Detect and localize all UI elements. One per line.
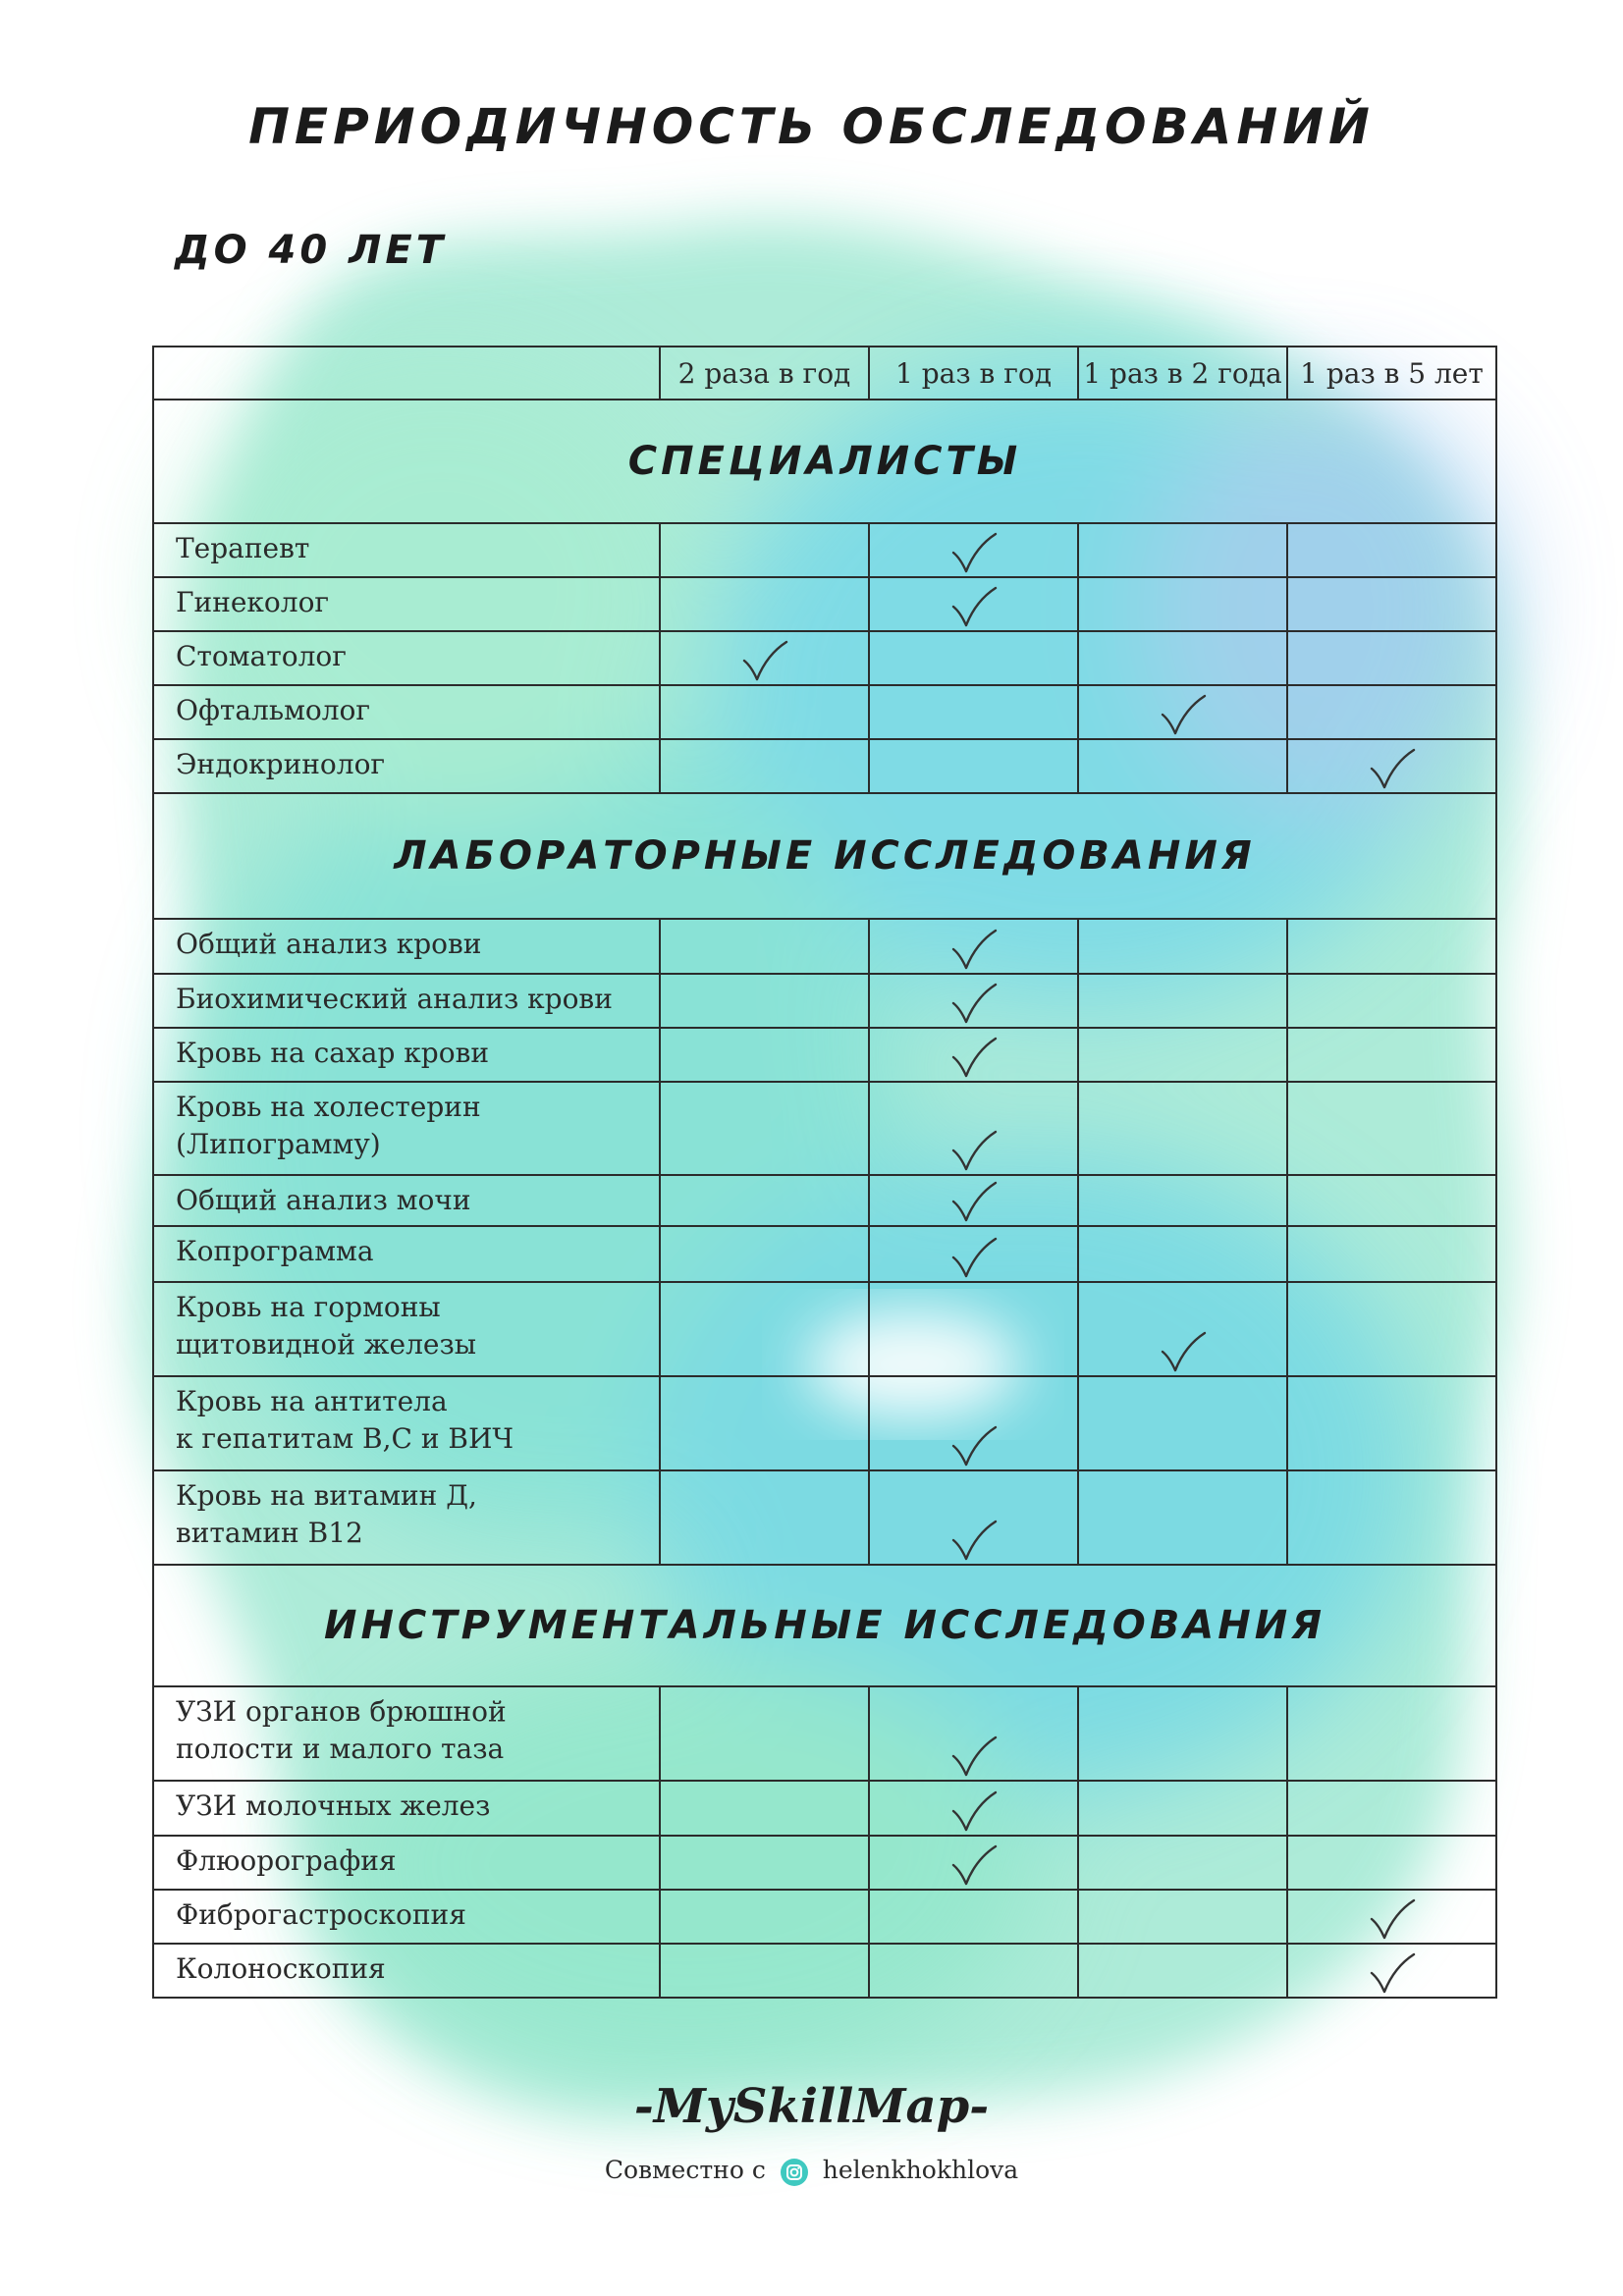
section-title: ЛАБОРАТОРНЫЕ ИССЛЕДОВАНИЯ: [153, 793, 1496, 919]
myskillmap-logo: -MySkillMap-: [633, 2079, 990, 2134]
section-header-row: [153, 400, 1496, 523]
frequency-cell-twice-a-year: [660, 1028, 869, 1082]
check-mark-icon: [950, 1236, 998, 1279]
table-row: [153, 685, 1496, 739]
column-header-once-a-year: 1 раз в год: [869, 347, 1078, 400]
exam-name: Биохимический анализ крови: [176, 983, 613, 1016]
exam-name-cell: [153, 919, 660, 974]
exam-name: Флюорография: [176, 1843, 397, 1877]
frequency-cell-once-in-5-years: [1287, 974, 1496, 1028]
frequency-cell-once-a-year: [869, 1082, 1078, 1175]
frequency-cell-twice-a-year: [660, 974, 869, 1028]
footer-credit: [0, 2156, 1623, 2187]
frequency-cell-twice-a-year: [660, 523, 869, 577]
section-header-row: [153, 1565, 1496, 1686]
age-group-label: ДО 40 ЛЕТ: [175, 228, 447, 273]
frequency-cell-once-a-year: [869, 974, 1078, 1028]
exam-name-cell: [153, 1082, 660, 1175]
frequency-cell-twice-a-year: [660, 631, 869, 685]
table-row: [153, 577, 1496, 631]
frequency-cell-twice-a-year: [660, 1082, 869, 1175]
frequency-cell-once-a-year: [869, 739, 1078, 793]
exam-name-cell: [153, 739, 660, 793]
check-mark-icon: [950, 1519, 998, 1562]
exam-name-cell: [153, 1686, 660, 1781]
exam-name-cell: [153, 1944, 660, 1998]
frequency-cell-once-in-2-years: [1078, 1028, 1287, 1082]
check-mark-icon: [950, 928, 998, 971]
table-row: [153, 1470, 1496, 1565]
frequency-cell-twice-a-year: [660, 1944, 869, 1998]
check-mark-icon: [950, 1424, 998, 1468]
frequency-cell-once-a-year: [869, 1836, 1078, 1890]
exam-name: Терапевт: [176, 532, 310, 565]
header-empty-cell: [153, 347, 660, 400]
exam-name-cell: [153, 577, 660, 631]
exam-name-cell: [153, 523, 660, 577]
table-row: [153, 919, 1496, 974]
check-mark-icon: [950, 1735, 998, 1778]
exam-name: УЗИ молочных желез: [176, 1789, 491, 1822]
frequency-cell-twice-a-year: [660, 1470, 869, 1565]
frequency-cell-once-in-2-years: [1078, 1175, 1287, 1226]
check-mark-icon: [1160, 693, 1207, 736]
table-row: [153, 1376, 1496, 1470]
check-mark-icon: [950, 982, 998, 1025]
table-row: [153, 1890, 1496, 1944]
exam-name-cell: [153, 1890, 660, 1944]
check-mark-icon: [950, 531, 998, 574]
frequency-cell-once-in-5-years: [1287, 1175, 1496, 1226]
exam-name: Общий анализ мочи: [176, 1184, 471, 1217]
exam-name: Колоноскопия: [176, 1951, 386, 1985]
frequency-cell-once-in-2-years: [1078, 631, 1287, 685]
frequency-cell-once-in-2-years: [1078, 1226, 1287, 1281]
exam-name-cell: [153, 685, 660, 739]
frequency-cell-once-in-2-years: [1078, 1470, 1287, 1565]
exam-name: Эндокринолог: [176, 748, 386, 781]
exam-name: Копрограмма: [176, 1235, 374, 1268]
exam-name: Кровь на холестерин (Липограмму): [176, 1091, 481, 1161]
frequency-cell-once-in-2-years: [1078, 1836, 1287, 1890]
frequency-cell-once-in-5-years: [1287, 577, 1496, 631]
frequency-cell-once-in-5-years: [1287, 631, 1496, 685]
frequency-cell-once-in-2-years: [1078, 1890, 1287, 1944]
page-title: ПЕРИОДИЧНОСТЬ ОБСЛЕДОВАНИЙ: [248, 98, 1375, 155]
frequency-cell-once-in-2-years: [1078, 577, 1287, 631]
check-mark-icon: [950, 585, 998, 628]
frequency-cell-once-in-2-years: [1078, 974, 1287, 1028]
frequency-cell-once-in-2-years: [1078, 523, 1287, 577]
frequency-cell-twice-a-year: [660, 1836, 869, 1890]
frequency-cell-twice-a-year: [660, 1282, 869, 1376]
exam-name: Офтальмолог: [176, 694, 371, 727]
exam-name: Стоматолог: [176, 640, 347, 673]
frequency-cell-once-a-year: [869, 577, 1078, 631]
section-title: СПЕЦИАЛИСТЫ: [153, 400, 1496, 523]
check-mark-icon: [1369, 1897, 1416, 1941]
table-row: [153, 1226, 1496, 1281]
frequency-cell-twice-a-year: [660, 685, 869, 739]
frequency-cell-once-in-5-years: [1287, 1028, 1496, 1082]
frequency-cell-once-in-2-years: [1078, 1376, 1287, 1470]
frequency-cell-once-in-5-years: [1287, 1082, 1496, 1175]
frequency-cell-once-in-5-years: [1287, 1376, 1496, 1470]
frequency-cell-once-in-2-years: [1078, 919, 1287, 974]
exam-name-cell: [153, 1175, 660, 1226]
instagram-icon: [780, 2158, 809, 2187]
frequency-cell-once-a-year: [869, 1944, 1078, 1998]
exam-name-cell: [153, 1226, 660, 1281]
credit-prefix: Совместно с: [604, 2156, 766, 2184]
exam-name-cell: [153, 974, 660, 1028]
frequency-cell-once-in-2-years: [1078, 739, 1287, 793]
instagram-handle[interactable]: helenkhokhlova: [822, 2156, 1019, 2184]
exam-name: Кровь на витамин Д, витамин В12: [176, 1478, 477, 1549]
frequency-cell-twice-a-year: [660, 1781, 869, 1836]
frequency-cell-once-a-year: [869, 1028, 1078, 1082]
header-row: [153, 347, 1496, 400]
frequency-cell-once-in-5-years: [1287, 1890, 1496, 1944]
exam-name-cell: [153, 1836, 660, 1890]
frequency-cell-once-in-2-years: [1078, 1686, 1287, 1781]
check-mark-icon: [1160, 1330, 1207, 1373]
frequency-cell-once-in-5-years: [1287, 523, 1496, 577]
frequency-cell-once-in-5-years: [1287, 1686, 1496, 1781]
frequency-cell-once-a-year: [869, 1376, 1078, 1470]
frequency-cell-once-in-5-years: [1287, 1781, 1496, 1836]
exam-name: Кровь на антитела к гепатитам В,С и ВИЧ: [176, 1384, 514, 1455]
frequency-cell-once-in-5-years: [1287, 739, 1496, 793]
frequency-cell-once-a-year: [869, 1686, 1078, 1781]
check-mark-icon: [950, 1843, 998, 1887]
frequency-cell-once-a-year: [869, 919, 1078, 974]
table-row: [153, 974, 1496, 1028]
frequency-cell-once-a-year: [869, 631, 1078, 685]
frequency-cell-once-in-2-years: [1078, 685, 1287, 739]
exam-name-cell: [153, 1376, 660, 1470]
exam-name: Общий анализ крови: [176, 928, 482, 961]
exam-name: УЗИ органов брюшной полости и малого таза: [176, 1694, 507, 1765]
frequency-cell-once-a-year: [869, 1226, 1078, 1281]
frequency-cell-once-in-5-years: [1287, 1944, 1496, 1998]
table-row: [153, 1836, 1496, 1890]
frequency-cell-twice-a-year: [660, 1686, 869, 1781]
frequency-cell-once-in-5-years: [1287, 1836, 1496, 1890]
frequency-cell-once-a-year: [869, 1890, 1078, 1944]
exam-name-cell: [153, 1470, 660, 1565]
exam-name: Гинеколог: [176, 586, 330, 619]
exam-name: Кровь на сахар крови: [176, 1037, 490, 1070]
exam-name-cell: [153, 1282, 660, 1376]
frequency-cell-once-in-5-years: [1287, 1282, 1496, 1376]
examination-schedule-table: [152, 346, 1497, 1999]
frequency-cell-once-a-year: [869, 1175, 1078, 1226]
frequency-cell-once-in-2-years: [1078, 1282, 1287, 1376]
table-row: [153, 1175, 1496, 1226]
frequency-cell-twice-a-year: [660, 1175, 869, 1226]
table-row: [153, 1686, 1496, 1781]
exam-name: Кровь на гормоны щитовидной железы: [176, 1290, 477, 1361]
table-row: [153, 1082, 1496, 1175]
frequency-cell-once-in-2-years: [1078, 1781, 1287, 1836]
exam-name-cell: [153, 631, 660, 685]
frequency-cell-twice-a-year: [660, 739, 869, 793]
check-mark-icon: [950, 1180, 998, 1223]
table-row: [153, 739, 1496, 793]
check-mark-icon: [950, 1129, 998, 1172]
frequency-cell-twice-a-year: [660, 1376, 869, 1470]
check-mark-icon: [741, 639, 788, 682]
check-mark-icon: [950, 1789, 998, 1833]
frequency-cell-twice-a-year: [660, 919, 869, 974]
frequency-cell-twice-a-year: [660, 1226, 869, 1281]
table-row: [153, 1781, 1496, 1836]
table-row: [153, 523, 1496, 577]
frequency-cell-once-a-year: [869, 523, 1078, 577]
frequency-cell-once-in-2-years: [1078, 1944, 1287, 1998]
table-row: [153, 1282, 1496, 1376]
section-header-row: [153, 793, 1496, 919]
section-title: ИНСТРУМЕНТАЛЬНЫЕ ИССЛЕДОВАНИЯ: [153, 1565, 1496, 1686]
check-mark-icon: [1369, 747, 1416, 790]
check-mark-icon: [1369, 1951, 1416, 1995]
table-row: [153, 1944, 1496, 1998]
frequency-cell-once-a-year: [869, 685, 1078, 739]
frequency-cell-once-a-year: [869, 1781, 1078, 1836]
column-header-once-in-5-years: 1 раз в 5 лет: [1287, 347, 1496, 400]
frequency-cell-once-a-year: [869, 1282, 1078, 1376]
frequency-cell-twice-a-year: [660, 577, 869, 631]
frequency-cell-once-in-5-years: [1287, 1470, 1496, 1565]
frequency-cell-once-in-2-years: [1078, 1082, 1287, 1175]
table-row: [153, 1028, 1496, 1082]
column-header-once-in-2-years: 1 раз в 2 года: [1078, 347, 1287, 400]
frequency-cell-once-a-year: [869, 1470, 1078, 1565]
table-row: [153, 631, 1496, 685]
frequency-cell-twice-a-year: [660, 1890, 869, 1944]
exam-name: Фиброгастроскопия: [176, 1897, 466, 1931]
exam-name-cell: [153, 1781, 660, 1836]
frequency-cell-once-in-5-years: [1287, 1226, 1496, 1281]
check-mark-icon: [950, 1036, 998, 1079]
exam-name-cell: [153, 1028, 660, 1082]
frequency-cell-once-in-5-years: [1287, 919, 1496, 974]
frequency-cell-once-in-5-years: [1287, 685, 1496, 739]
column-header-twice-a-year: 2 раза в год: [660, 347, 869, 400]
